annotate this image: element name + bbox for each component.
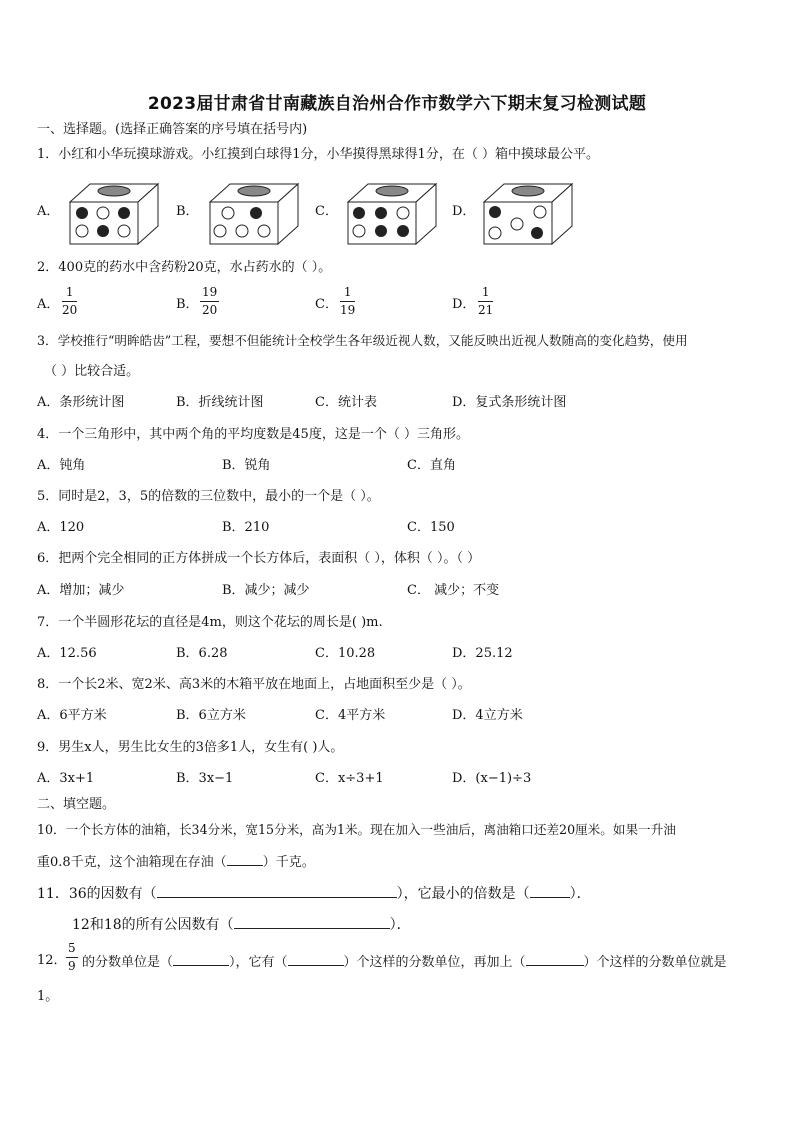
question-3-text-line1: 3．学校推行“明眸皓齿”工程，要想不但能统计全校学生各年级近视人数，又能反映出近视人数随高的变化趋势，使用 [37, 333, 688, 348]
q1-option-a-label: A． [37, 204, 60, 219]
q11-min-multiple-blank[interactable] [530, 885, 570, 898]
q7-option-b: B．6.28 [176, 646, 228, 661]
q11-part4: 12和18的所有公因数有（ [72, 917, 234, 933]
q2-option-b-fraction [200, 285, 219, 318]
question-9-text: 9．男生x人，男生比女生的3倍多1人，女生有( )人。 [37, 740, 344, 755]
question-4-text: 4．一个三角形中，其中两个角的平均度数是45度，这是一个（ ）三角形。 [37, 427, 469, 442]
q8-option-b: B．6立方米 [176, 708, 246, 723]
question-12-number: 12． [37, 953, 67, 968]
q9-option-a: A．3x+1 [37, 771, 95, 786]
q11-common-factors-blank[interactable] [234, 916, 390, 929]
fraction-denominator: 20 [62, 303, 78, 317]
q2-option-a-fraction [62, 285, 77, 318]
q2-option-a-label: A． [37, 297, 60, 312]
q12-unit-blank[interactable] [173, 953, 229, 966]
q11-part1: 11．36的因数有（ [37, 886, 157, 902]
question-12-text [82, 953, 727, 971]
q2-option-d-label: D． [452, 297, 476, 312]
q10-text-after-blank: ）千克。 [262, 855, 315, 870]
question-7-text: 7．一个半圆形花坛的直径是4m，则这个花坛的周长是( )m. [37, 615, 383, 630]
q7-option-c: C．10.28 [315, 646, 376, 661]
q12-part2: ），它有（ [229, 955, 288, 970]
fraction-denominator: 21 [478, 303, 494, 317]
section-choice-heading: 一、选择题。(选择正确答案的序号填在括号内) [37, 122, 308, 137]
page-title: 2023届甘肃省甘南藏族自治州合作市数学六下期末复习检测试题 [147, 94, 647, 114]
q5-option-a: A．120 [37, 520, 85, 535]
q12-fraction [66, 941, 78, 974]
fraction-numerator: 1 [481, 285, 490, 299]
q1-box-a-image [68, 182, 160, 246]
q11-part5: ）． [389, 917, 411, 933]
q11-factors-blank[interactable] [157, 885, 397, 898]
q6-option-b: B．减少；减少 [222, 583, 310, 598]
fraction-denominator: 9 [68, 959, 76, 973]
q9-option-d: D．(x−1)÷3 [452, 771, 532, 786]
section-fill-heading: 二、填空题。 [37, 797, 116, 812]
q10-text-before-blank: 重0.8千克，这个油箱现在存油（ [37, 855, 227, 870]
q1-box-d-image [482, 182, 574, 246]
question-1-text: 1．小红和小华玩摸球游戏。小红摸到白球得1分，小华摸得黑球得1分，在（ ）箱中摸球最公平。 [37, 147, 599, 162]
fraction-denominator: 20 [202, 303, 218, 317]
question-3-text-line2: （ ）比较合适。 [44, 364, 140, 379]
q1-option-b-label: B． [176, 204, 199, 219]
fraction-numerator: 1 [343, 285, 352, 299]
question-8-text: 8．一个长2米、宽2米、高3米的木箱平放在地面上，占地面积至少是（ ）。 [37, 677, 471, 692]
q12-part4: ）个这样的分数单位就是 [583, 955, 727, 970]
q6-option-a: A．增加；减少 [37, 583, 125, 598]
q4-option-c: C．直角 [407, 458, 456, 473]
q1-option-c-label: C． [315, 204, 338, 219]
q7-option-d: D．25.12 [452, 646, 513, 661]
question-5-text: 5．同时是2，3，5的倍数的三位数中，最小的一个是（ ）。 [37, 489, 380, 504]
q1-box-c-image [346, 182, 438, 246]
q9-option-b: B．3x−1 [176, 771, 234, 786]
question-10-text-line1: 10．一个长方体的油箱，长34分米，宽15分米，高为1米。现在加入一些油后，离油箱口还差20厘米。如果一升油 [37, 822, 676, 837]
q4-option-a: A．钝角 [37, 458, 86, 473]
q12-add-blank[interactable] [526, 953, 584, 966]
q3-option-d: D．复式条形统计图 [452, 395, 567, 410]
q2-option-c-fraction [340, 285, 355, 318]
q1-option-d-label: D． [452, 204, 476, 219]
q3-option-a: A．条形统计图 [37, 395, 125, 410]
fraction-numerator: 19 [202, 285, 218, 299]
q8-option-a: A．6平方米 [37, 708, 107, 723]
question-6-text: 6．把两个完全相同的正方体拼成一个长方体后，表面积（ ），体积（ ）。（ ） [37, 551, 481, 566]
q7-option-a: A．12.56 [37, 646, 97, 661]
q4-option-b: B．锐角 [222, 458, 271, 473]
q3-option-c: C．统计表 [315, 395, 377, 410]
q6-option-c: C． 减少；不变 [407, 583, 500, 598]
q2-option-d-fraction [478, 285, 493, 318]
q2-option-c-label: C． [315, 297, 338, 312]
q11-part2: ），它最小的倍数是（ [396, 886, 530, 902]
q12-part1: 的分数单位是（ [82, 955, 174, 970]
fraction-numerator: 5 [68, 941, 76, 955]
q2-option-b-label: B． [176, 297, 199, 312]
q12-part3: ）个这样的分数单位，再加上（ [343, 955, 526, 970]
fraction-numerator: 1 [65, 285, 74, 299]
q12-count-blank[interactable] [288, 953, 344, 966]
q9-option-c: C．x÷3+1 [315, 771, 384, 786]
q11-part3: ）． [569, 886, 591, 902]
question-12-text-line2: 1。 [37, 989, 59, 1004]
q10-answer-blank[interactable] [227, 853, 263, 866]
q5-option-c: C．150 [407, 520, 455, 535]
question-11-text-line2 [72, 916, 411, 933]
q5-option-b: B．210 [222, 520, 270, 535]
question-10-text-line2 [37, 853, 315, 871]
q3-option-b: B．折线统计图 [176, 395, 264, 410]
question-2-text: 2．400克的药水中含药粉20克，水占药水的（ ）。 [37, 260, 332, 275]
q8-option-c: C．4平方米 [315, 708, 386, 723]
question-11-text-line1 [37, 885, 591, 902]
q1-box-b-image [208, 182, 300, 246]
fraction-denominator: 19 [340, 303, 356, 317]
q8-option-d: D．4立方米 [452, 708, 523, 723]
